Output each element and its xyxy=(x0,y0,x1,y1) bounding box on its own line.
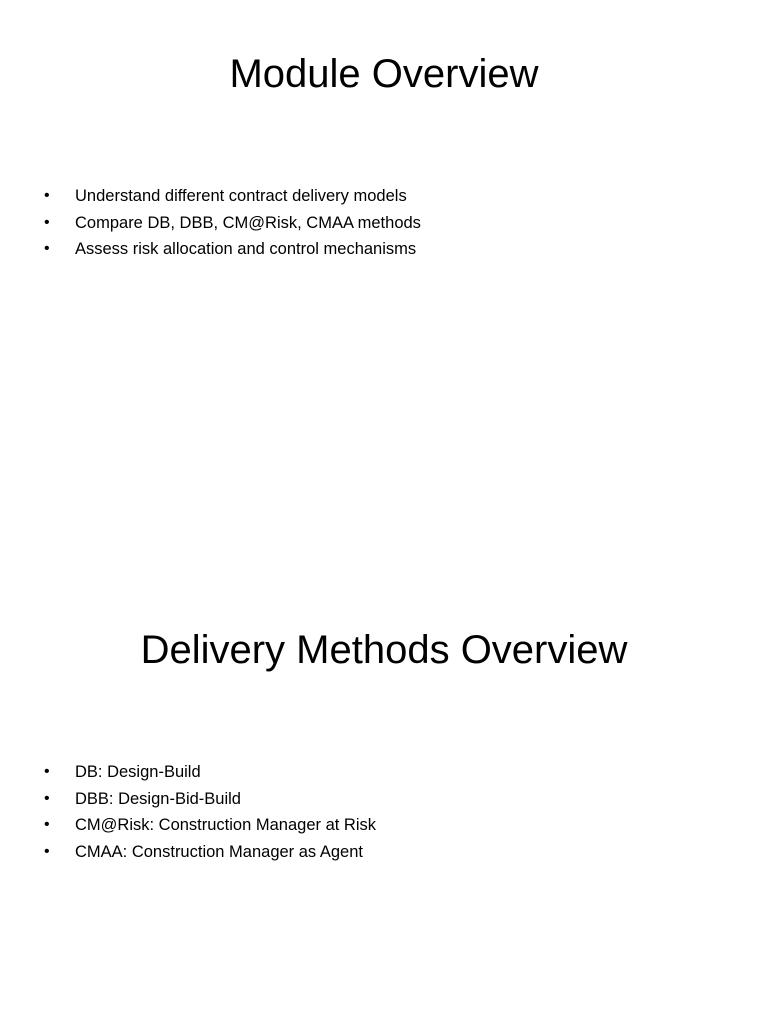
bullet-icon: • xyxy=(44,240,50,257)
bullet-icon: • xyxy=(44,763,50,780)
bullet-text: Compare DB, DBB, CM@Risk, CMAA methods xyxy=(75,213,421,232)
bullet-icon: • xyxy=(44,187,50,204)
bullet-text: CMAA: Construction Manager as Agent xyxy=(75,842,363,861)
bullet-text: CM@Risk: Construction Manager at Risk xyxy=(75,816,377,834)
bullet-text: DBB: Design-Bid-Build xyxy=(75,789,241,808)
bullet-item xyxy=(44,210,421,237)
bullet-item xyxy=(44,183,421,210)
bullet-icon: • xyxy=(44,789,50,807)
slide-title: Module Overview xyxy=(229,52,539,96)
bullet-text: Assess risk allocation and control mechanisms xyxy=(75,240,417,258)
slide-delivery-methods-overview xyxy=(0,576,768,1024)
bullet-list xyxy=(44,759,376,865)
slide-title: Delivery Methods Overview xyxy=(140,628,628,672)
bullet-item xyxy=(44,236,421,263)
bullet-text: DB: Design-Build xyxy=(75,763,201,781)
bullet-icon: • xyxy=(44,816,50,833)
bullet-list xyxy=(44,183,421,263)
bullet-icon: • xyxy=(44,842,50,860)
bullet-item xyxy=(44,786,376,813)
bullet-item xyxy=(44,759,376,786)
bullet-text: Understand different contract delivery models xyxy=(75,187,407,205)
bullet-item xyxy=(44,839,376,866)
bullet-icon: • xyxy=(44,213,50,231)
bullet-item xyxy=(44,812,376,839)
